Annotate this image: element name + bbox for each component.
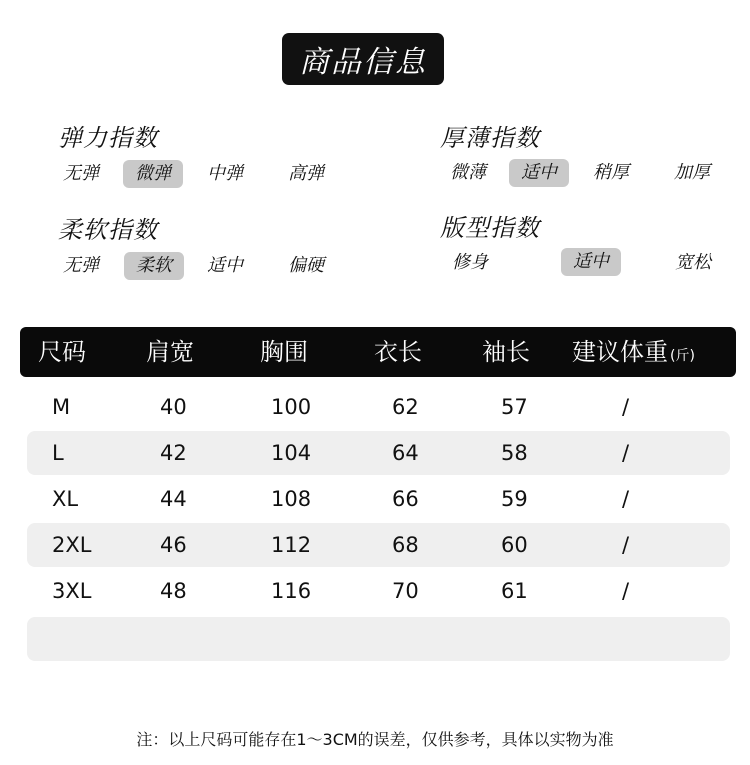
thickness-title: 厚薄指数 bbox=[440, 124, 540, 152]
elasticity-option-slight: 微弹 bbox=[123, 160, 183, 188]
cell-size: 3XL bbox=[52, 579, 92, 603]
fit-option-regular: 适中 bbox=[561, 248, 621, 276]
cell-chest: 100 bbox=[271, 395, 312, 419]
fit-title: 版型指数 bbox=[440, 214, 540, 242]
header-shoulder: 肩宽 bbox=[146, 338, 194, 366]
header-size: 尺码 bbox=[38, 338, 86, 366]
cell-weight: / bbox=[622, 441, 630, 465]
cell-chest: 112 bbox=[271, 533, 312, 557]
cell-size: M bbox=[52, 395, 71, 419]
cell-sleeve: 60 bbox=[501, 533, 528, 557]
size-disclaimer-note: 注：以上尺码可能存在1～3CM的误差，仅供参考，具体以实物为准 bbox=[136, 730, 614, 749]
header-weight-label: 建议体重 bbox=[572, 338, 668, 366]
cell-size: L bbox=[52, 441, 64, 465]
cell-length: 70 bbox=[392, 579, 419, 603]
cell-weight: / bbox=[622, 579, 630, 603]
cell-shoulder: 46 bbox=[160, 533, 187, 557]
cell-sleeve: 59 bbox=[501, 487, 528, 511]
cell-sleeve: 58 bbox=[501, 441, 528, 465]
softness-option-moderate: 适中 bbox=[207, 255, 243, 276]
softness-title: 柔软指数 bbox=[58, 216, 158, 244]
softness-option-soft: 柔软 bbox=[124, 252, 184, 280]
cell-chest: 104 bbox=[271, 441, 312, 465]
elasticity-title: 弹力指数 bbox=[58, 124, 158, 152]
cell-weight: / bbox=[622, 487, 630, 511]
cell-weight: / bbox=[622, 395, 630, 419]
size-table-header bbox=[20, 327, 736, 377]
thickness-option-thick: 加厚 bbox=[674, 162, 710, 183]
elasticity-option-medium: 中弹 bbox=[207, 163, 243, 184]
cell-chest: 108 bbox=[271, 487, 312, 511]
cell-sleeve: 61 bbox=[501, 579, 528, 603]
cell-shoulder: 42 bbox=[160, 441, 187, 465]
softness-option-hard: 偏硬 bbox=[288, 255, 324, 276]
table-row bbox=[27, 523, 730, 567]
cell-shoulder: 48 bbox=[160, 579, 187, 603]
elasticity-option-none: 无弹 bbox=[63, 163, 99, 184]
fit-option-slim: 修身 bbox=[452, 252, 488, 273]
elasticity-option-high: 高弹 bbox=[288, 163, 324, 184]
header-length: 衣长 bbox=[374, 338, 422, 366]
thickness-option-thicker: 稍厚 bbox=[593, 162, 629, 183]
cell-sleeve: 57 bbox=[501, 395, 528, 419]
table-row bbox=[27, 569, 730, 613]
header-weight-unit: (斤) bbox=[670, 348, 695, 364]
header-sleeve: 袖长 bbox=[482, 338, 530, 366]
thickness-option-moderate: 适中 bbox=[509, 159, 569, 187]
cell-size: XL bbox=[52, 487, 79, 511]
cell-length: 64 bbox=[392, 441, 419, 465]
softness-option-none: 无弹 bbox=[63, 255, 99, 276]
cell-length: 66 bbox=[392, 487, 419, 511]
table-row bbox=[27, 477, 730, 521]
cell-weight: / bbox=[622, 533, 630, 557]
cell-shoulder: 44 bbox=[160, 487, 187, 511]
cell-shoulder: 40 bbox=[160, 395, 187, 419]
header-chest: 胸围 bbox=[260, 338, 308, 366]
header-weight bbox=[572, 327, 695, 377]
cell-chest: 116 bbox=[271, 579, 312, 603]
table-row bbox=[27, 431, 730, 475]
table-row-empty bbox=[27, 617, 730, 661]
cell-length: 62 bbox=[392, 395, 419, 419]
cell-size: 2XL bbox=[52, 533, 92, 557]
cell-length: 68 bbox=[392, 533, 419, 557]
page-title: 商品信息 bbox=[282, 33, 444, 85]
thickness-option-thin: 微薄 bbox=[450, 162, 486, 183]
fit-option-loose: 宽松 bbox=[675, 252, 711, 273]
table-row bbox=[27, 385, 730, 429]
